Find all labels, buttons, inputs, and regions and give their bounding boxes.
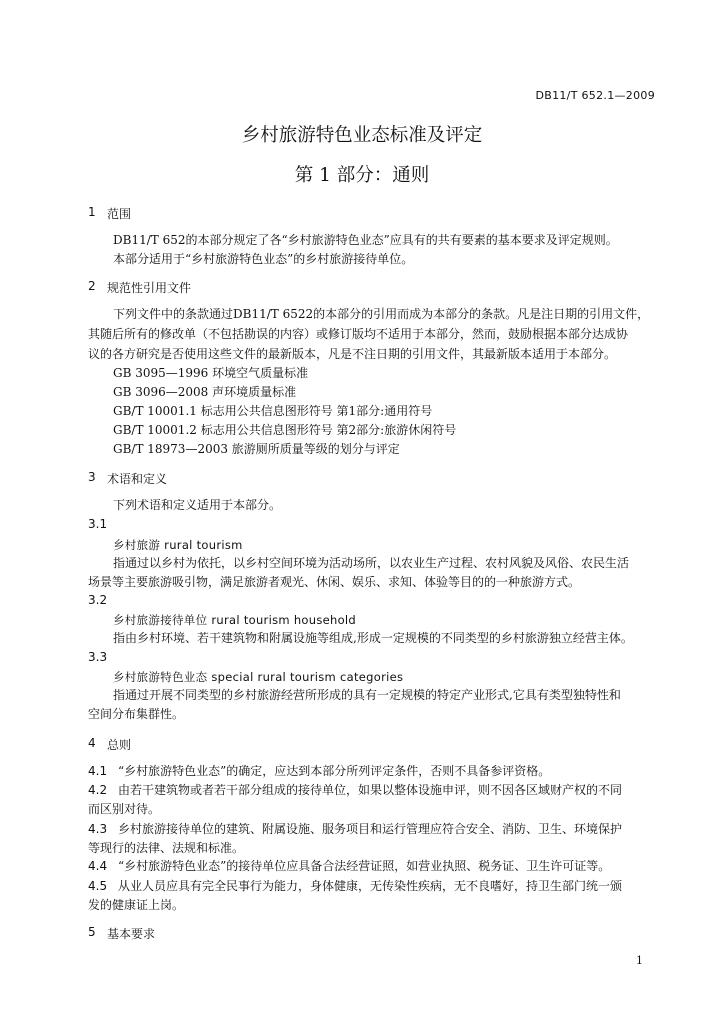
paragraph-line: 发的健康证上岗。 <box>88 898 185 912</box>
paragraph-line: 本部分适用于“乡村旅游特色业态”的乡村旅游接待单位。 <box>113 252 414 266</box>
paragraph-line: 指由乡村环境、若干建筑物和附属设施等组成,形成一定规模的不同类型的乡村旅游独立经营主体。 <box>113 631 633 645</box>
term-heading <box>113 669 403 685</box>
section-5-heading: 基本要求 <box>107 927 156 941</box>
term-heading <box>113 537 243 553</box>
reference-item: GB 3095—1996 环境空气质量标准 <box>113 366 309 380</box>
paragraph-line: 而区别对待。 <box>88 802 161 816</box>
paragraph-line: “乡村旅游特色业态”的确定，应达到本部分所列评定条件，否则不具备参评资格。 <box>118 764 551 778</box>
section-4-heading: 总则 <box>107 738 132 752</box>
paragraph-line: 等现行的法律、法规和标准。 <box>88 841 245 855</box>
paragraph-line: 从业人员应具有完全民事行为能力，身体健康，无传染性疾病，无不良嗜好，持卫生部门统一颁 <box>118 879 623 893</box>
reference-item: GB/T 10001.1 标志用公共信息图形符号 第1部分:通用符号 <box>113 404 433 418</box>
section-1-heading: 范围 <box>107 207 132 221</box>
term-chinese: 乡村旅游特色业态 <box>113 670 208 684</box>
section-4-number: 4 <box>88 736 96 750</box>
paragraph-line: 指通过以乡村为依托，以乡村空间环境为活动场所，以农业生产过程、农村风貌及风俗、农民生活 <box>113 556 630 570</box>
section-3-number: 3 <box>88 470 96 484</box>
term-number: 3.1 <box>88 517 108 531</box>
section-5-number: 5 <box>88 925 96 939</box>
document-title: 乡村旅游特色业态标准及评定 <box>241 125 483 146</box>
paragraph-line: DB11/T 652的本部分规定了各“乡村旅游特色业态”应具有的共有要素的基本要求及评定规则。 <box>113 233 618 247</box>
clause-number: 4.2 <box>88 783 108 797</box>
section-1-number: 1 <box>88 205 96 219</box>
reference-item: GB/T 18973—2003 旅游厕所质量等级的划分与评定 <box>113 442 400 456</box>
page-number: 1 <box>636 954 643 967</box>
clause-number: 4.3 <box>88 822 108 836</box>
document-subtitle: 第 1 部分：通则 <box>294 165 430 186</box>
term-number: 3.3 <box>88 650 108 664</box>
paragraph-line: 指通过开展不同类型的乡村旅游经营所形成的具有一定规模的特定产业形式,它具有类型独特性和 <box>113 688 621 702</box>
term-chinese: 乡村旅游 <box>113 538 161 552</box>
paragraph-line: 空间分布集群性。 <box>88 707 185 721</box>
clause-number: 4.1 <box>88 764 108 778</box>
term-english: rural tourism <box>164 538 243 552</box>
paragraph-line: 议的各方研究是否使用这些文件的最新版本，凡是不注日期的引用文件，其最新版本适用于本部分。 <box>88 347 617 361</box>
term-chinese: 乡村旅游接待单位 <box>113 613 208 627</box>
term-english: special rural tourism categories <box>211 670 404 684</box>
section-3-heading: 术语和定义 <box>107 472 168 486</box>
paragraph-line: 其随后所有的修改单（不包括勘误的内容）或修订版均不适用于本部分，然而，鼓励根据本部分达成协 <box>88 327 629 341</box>
term-heading <box>113 612 356 628</box>
term-english: rural tourism household <box>211 613 357 627</box>
paragraph-line: 场景等主要旅游吸引物，满足旅游者观光、休闲、娱乐、求知、体验等目的的一种旅游方式。 <box>88 575 581 589</box>
clause-number: 4.5 <box>88 879 108 893</box>
section-2-number: 2 <box>88 279 96 293</box>
section-2-heading: 规范性引用文件 <box>107 281 192 295</box>
paragraph-line: “乡村旅游特色业态”的接待单位应具备合法经营证照，如营业执照、税务证、卫生许可证等。 <box>118 859 611 873</box>
paragraph-line: 乡村旅游接待单位的建筑、附属设施、服务项目和运行管理应符合安全、消防、卫生、环境保护 <box>118 822 623 836</box>
reference-item: GB 3096—2008 声环境质量标准 <box>113 385 297 399</box>
clause-number: 4.4 <box>88 859 108 873</box>
paragraph-line: 由若干建筑物或者若干部分组成的接待单位，如果以整体设施申评，则不因各区域财产权的不同 <box>118 783 623 797</box>
document-number: DB11/T 652.1—2009 <box>535 89 655 102</box>
paragraph-line: 下列术语和定义适用于本部分。 <box>113 498 282 512</box>
paragraph-line: 下列文件中的条款通过DB11/T 6522的本部分的引用而成为本部分的条款。凡是注日期的引用文件， <box>113 307 650 321</box>
reference-item: GB/T 10001.2 标志用公共信息图形符号 第2部分:旅游休闲符号 <box>113 423 457 437</box>
term-number: 3.2 <box>88 593 108 607</box>
